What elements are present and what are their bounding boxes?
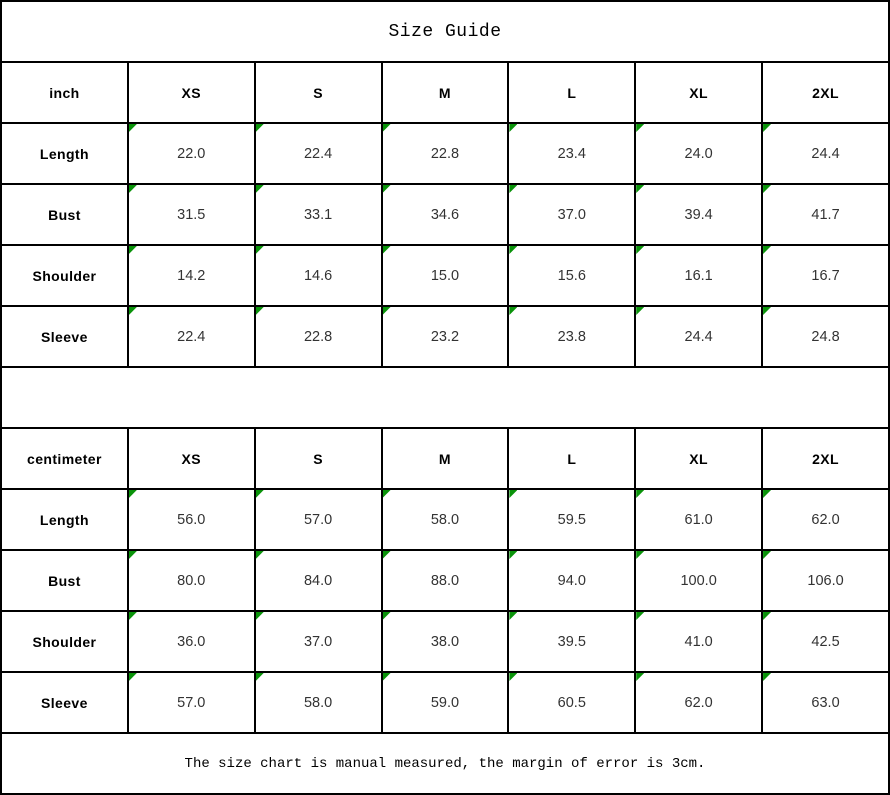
- size-value: 37.0: [557, 206, 586, 223]
- size-value: 62.0: [684, 694, 713, 711]
- size-value-cell: [255, 306, 382, 367]
- row-label-length: Length: [1, 489, 128, 550]
- inch-header-row: [1, 62, 889, 123]
- cell-corner-flag-icon: [256, 612, 264, 620]
- cell-corner-flag-icon: [129, 307, 137, 315]
- cell-corner-flag-icon: [636, 124, 644, 132]
- size-value: 22.4: [303, 145, 333, 162]
- cell-corner-flag-icon: [256, 551, 264, 559]
- size-value: 23.8: [557, 328, 586, 345]
- cell-corner-flag-icon: [256, 673, 264, 681]
- size-value: 15.0: [430, 267, 460, 284]
- table-row: [1, 550, 889, 611]
- size-value-cell: [635, 123, 762, 184]
- cell-corner-flag-icon: [256, 490, 264, 498]
- unit-header-inch: inch: [1, 62, 128, 123]
- cell-corner-flag-icon: [636, 673, 644, 681]
- size-value-cell: [508, 123, 635, 184]
- size-value: 16.7: [811, 267, 840, 284]
- size-value-cell: [508, 306, 635, 367]
- row-label-bust: Bust: [1, 184, 128, 245]
- table-row: [1, 306, 889, 367]
- size-value-cell: [762, 245, 889, 306]
- cell-corner-flag-icon: [256, 246, 264, 254]
- size-value-cell: [382, 611, 509, 672]
- cell-corner-flag-icon: [509, 490, 517, 498]
- cell-corner-flag-icon: [509, 124, 517, 132]
- cell-corner-flag-icon: [129, 612, 137, 620]
- size-value: 34.6: [430, 206, 460, 223]
- cell-corner-flag-icon: [509, 551, 517, 559]
- cell-corner-flag-icon: [129, 124, 137, 132]
- size-value-cell: [255, 672, 382, 733]
- size-value-cell: [762, 489, 889, 550]
- cell-corner-flag-icon: [509, 673, 517, 681]
- cell-corner-flag-icon: [636, 246, 644, 254]
- cell-corner-flag-icon: [383, 246, 391, 254]
- size-value: 63.0: [811, 694, 840, 711]
- size-value: 36.0: [177, 633, 206, 650]
- table-row: [1, 672, 889, 733]
- cell-corner-flag-icon: [383, 673, 391, 681]
- cell-corner-flag-icon: [636, 307, 644, 315]
- size-value: 22.8: [430, 145, 460, 162]
- row-label-shoulder: Shoulder: [1, 611, 128, 672]
- table-row: [1, 611, 889, 672]
- page-title: Size Guide: [1, 1, 889, 62]
- cell-corner-flag-icon: [256, 307, 264, 315]
- cell-corner-flag-icon: [256, 185, 264, 193]
- row-label-sleeve: Sleeve: [1, 672, 128, 733]
- cell-corner-flag-icon: [636, 185, 644, 193]
- size-value-cell: [128, 611, 255, 672]
- size-value-cell: [382, 123, 509, 184]
- size-value: 84.0: [303, 572, 333, 589]
- spacer-cell: [1, 367, 889, 428]
- cell-corner-flag-icon: [636, 490, 644, 498]
- size-value-cell: [635, 306, 762, 367]
- size-header-m: M: [382, 428, 509, 489]
- size-value: 24.0: [684, 145, 713, 162]
- size-value: 38.0: [430, 633, 460, 650]
- size-value-cell: [762, 306, 889, 367]
- size-value-cell: [382, 184, 509, 245]
- size-value: 22.4: [177, 328, 206, 345]
- size-value-cell: [255, 184, 382, 245]
- cell-corner-flag-icon: [129, 673, 137, 681]
- cell-corner-flag-icon: [763, 490, 771, 498]
- size-value-cell: [382, 672, 509, 733]
- cell-corner-flag-icon: [763, 246, 771, 254]
- size-header-xs: XS: [128, 428, 255, 489]
- size-value-cell: [762, 123, 889, 184]
- size-value: 61.0: [684, 511, 713, 528]
- size-value: 56.0: [177, 511, 206, 528]
- footer-row: [1, 733, 889, 794]
- size-value-cell: [382, 550, 509, 611]
- table-row: [1, 245, 889, 306]
- cell-corner-flag-icon: [383, 307, 391, 315]
- cell-corner-flag-icon: [383, 124, 391, 132]
- cell-corner-flag-icon: [129, 490, 137, 498]
- cell-corner-flag-icon: [383, 185, 391, 193]
- size-value: 94.0: [557, 572, 586, 589]
- size-value-cell: [255, 245, 382, 306]
- size-value: 62.0: [811, 511, 840, 528]
- size-value: 41.7: [811, 206, 840, 223]
- cell-corner-flag-icon: [129, 246, 137, 254]
- centimeter-header-row: [1, 428, 889, 489]
- size-value: 16.1: [684, 267, 713, 284]
- title-row: [1, 1, 889, 62]
- size-header-2xl: 2XL: [762, 428, 889, 489]
- row-label-length: Length: [1, 123, 128, 184]
- cell-corner-flag-icon: [636, 612, 644, 620]
- size-value: 59.5: [557, 511, 586, 528]
- size-value-cell: [508, 184, 635, 245]
- size-value-cell: [635, 245, 762, 306]
- size-value-cell: [762, 184, 889, 245]
- footer-note: The size chart is manual measured, the margin of error is 3cm.: [1, 733, 889, 794]
- size-header-xl: XL: [635, 428, 762, 489]
- size-value: 24.8: [811, 328, 840, 345]
- size-value-cell: [762, 550, 889, 611]
- size-value: 42.5: [811, 633, 840, 650]
- cell-corner-flag-icon: [509, 612, 517, 620]
- size-value-cell: [635, 611, 762, 672]
- cell-corner-flag-icon: [763, 185, 771, 193]
- cell-corner-flag-icon: [383, 551, 391, 559]
- size-value: 15.6: [557, 267, 586, 284]
- cell-corner-flag-icon: [129, 551, 137, 559]
- size-value: 100.0: [680, 572, 717, 589]
- cell-corner-flag-icon: [763, 124, 771, 132]
- size-value-cell: [382, 245, 509, 306]
- size-value-cell: [128, 489, 255, 550]
- size-value: 88.0: [430, 572, 460, 589]
- cell-corner-flag-icon: [129, 185, 137, 193]
- size-header-xl: XL: [635, 62, 762, 123]
- size-value: 80.0: [177, 572, 206, 589]
- size-value-cell: [128, 306, 255, 367]
- size-value: 14.6: [303, 267, 333, 284]
- table-row: [1, 184, 889, 245]
- size-value-cell: [128, 184, 255, 245]
- size-value-cell: [128, 123, 255, 184]
- size-value-cell: [635, 489, 762, 550]
- cell-corner-flag-icon: [383, 612, 391, 620]
- spacer-row: [1, 367, 889, 428]
- size-value-cell: [128, 245, 255, 306]
- size-value: 59.0: [430, 694, 460, 711]
- size-value-cell: [382, 489, 509, 550]
- size-value-cell: [635, 184, 762, 245]
- cell-corner-flag-icon: [636, 551, 644, 559]
- size-value-cell: [128, 550, 255, 611]
- size-header-2xl: 2XL: [762, 62, 889, 123]
- size-value-cell: [762, 611, 889, 672]
- size-value-cell: [255, 489, 382, 550]
- row-label-sleeve: Sleeve: [1, 306, 128, 367]
- size-value: 14.2: [177, 267, 206, 284]
- size-value: 60.5: [557, 694, 586, 711]
- size-value-cell: [128, 672, 255, 733]
- size-header-xs: XS: [128, 62, 255, 123]
- size-value-cell: [508, 489, 635, 550]
- size-value: 41.0: [684, 633, 713, 650]
- size-value: 57.0: [303, 511, 333, 528]
- size-value: 22.0: [177, 145, 206, 162]
- size-value: 31.5: [177, 206, 206, 223]
- size-header-l: L: [508, 62, 635, 123]
- size-value: 23.4: [557, 145, 586, 162]
- cell-corner-flag-icon: [763, 551, 771, 559]
- cell-corner-flag-icon: [509, 307, 517, 315]
- unit-header-centimeter: centimeter: [1, 428, 128, 489]
- size-value-cell: [255, 550, 382, 611]
- size-value: 24.4: [811, 145, 840, 162]
- size-value: 57.0: [177, 694, 206, 711]
- size-value: 23.2: [430, 328, 460, 345]
- size-value: 58.0: [430, 511, 460, 528]
- size-value: 22.8: [303, 328, 333, 345]
- size-value-cell: [508, 550, 635, 611]
- size-value: 37.0: [303, 633, 333, 650]
- cell-corner-flag-icon: [763, 673, 771, 681]
- size-header-l: L: [508, 428, 635, 489]
- size-header-m: M: [382, 62, 509, 123]
- size-value: 33.1: [303, 206, 333, 223]
- size-value-cell: [762, 672, 889, 733]
- size-value-cell: [508, 611, 635, 672]
- cell-corner-flag-icon: [763, 307, 771, 315]
- table-row: [1, 489, 889, 550]
- cell-corner-flag-icon: [509, 246, 517, 254]
- size-value: 39.4: [684, 206, 713, 223]
- size-value: 24.4: [684, 328, 713, 345]
- size-header-s: S: [255, 428, 382, 489]
- size-value: 39.5: [557, 633, 586, 650]
- cell-corner-flag-icon: [256, 124, 264, 132]
- cell-corner-flag-icon: [509, 185, 517, 193]
- row-label-bust: Bust: [1, 550, 128, 611]
- size-header-s: S: [255, 62, 382, 123]
- size-value: 58.0: [303, 694, 333, 711]
- size-value-cell: [635, 550, 762, 611]
- table-row: [1, 123, 889, 184]
- size-value-cell: [255, 611, 382, 672]
- size-value-cell: [382, 306, 509, 367]
- size-value-cell: [255, 123, 382, 184]
- size-value-cell: [508, 672, 635, 733]
- cell-corner-flag-icon: [763, 612, 771, 620]
- row-label-shoulder: Shoulder: [1, 245, 128, 306]
- size-value-cell: [508, 245, 635, 306]
- cell-corner-flag-icon: [383, 490, 391, 498]
- size-value-cell: [635, 672, 762, 733]
- size-value: 106.0: [807, 572, 844, 589]
